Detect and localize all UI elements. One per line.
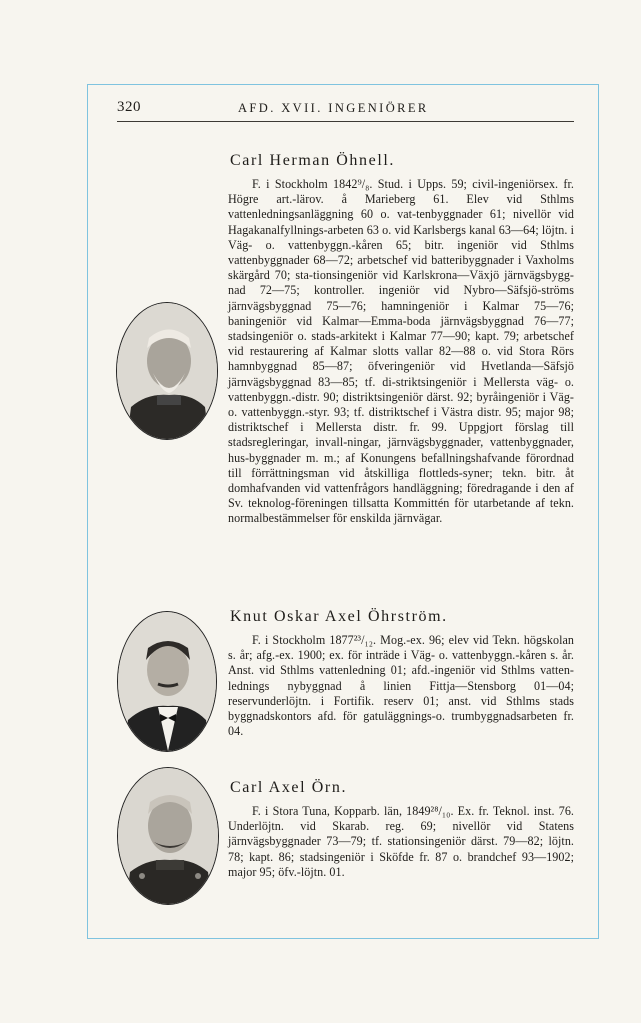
portrait-ohrstrom [117,611,217,752]
entry-name: Carl Herman Öhnell. [230,152,396,169]
portrait-orn [117,767,219,905]
running-head: AFD. XVII. INGENIÖRER [238,101,429,115]
entry-orn [228,779,574,880]
entry-name: Carl Axel Örn. [230,779,348,796]
portrait-ohnell [116,302,218,440]
entry-text: F. i Stockholm 1877²³/₁₂. Mog.-ex. 96; elev vid Tekn. högskolan s. år; afg.-ex. 1900; ex. för inträde i Väg- o. vattenbyggn.-kåren s. år. Anst. vid Sthlms vattenledning 01; afd.-ingeniör vid Sthlms vatten-lednings nybyggnad å linien Fittja—Stensborg 01—04; reservunderlöjtn. i Fortifik. reserv 01; anst. vid Sthlms stads byggnadskontors afd. för gatuläggnings-o. trumbyggnadsarbeten fr. 04. [228,633,574,739]
header-rule [117,121,574,122]
entry-text: F. i Stockholm 1842⁹/₈. Stud. i Upps. 59; civil-ingeniörsex. fr. Högre art.-lärov. å Marieberg 61. Elev vid Sthlms vattenledningsanläggning 60 o. vat-tenbyggnader 61; nivellör vid Hagakanalfyllnings-arbeten 63 o. vid Karlsbergs kanal 63—64; löjtn. i Väg- o. vattenbyggn.-kåren 65; bitr. ingeniör vid Sthlms vattenbyggnader 68—72; arbetschef vid batteribyggnader i Vaxholms skärgård 70; sta-tionsingeniör vid Karlskrona—Växjö järnvägsbygg-nad 72—75; kontroller. ingeniör vid Nybro—Säfsjö-ströms järnvägsbyggnad 75—76; hamningeniör i Kalmar 75—76; baningeniör vid Kalmar—Emma-boda järnvägsbyggnad 76—77; stadsingeniör o. stads-arkitekt i Kalmar 77—90; kapt. 79; arbetschef vid restaurering af Kalmar slotts vallar 82—88 o. vid Stora Rörs hamnbyggnad 85—87; öfveringeniör vid Hvetlanda—Säfsjö järnvägsbyggnad 83—85; tf. di-striktsingeniör i Mellersta väg- o. vattenbyggn.-distr. 90; distriktsingeniör därst. 92; byråingeniör i Väg- o. vattenbyggn.-styr. 93; tf. distriktschef i Västra distr. 95; major 98; distriktschef i Mellersta distr. fr. 99. Uppgjort förslag till stadsregleringar, invall-ningar, järnvägsbyggnader, vattenbyggnader, hus-byggnader m. m.; af Konungens befallningshafvande förordnad till förrättningsman vid åtskilliga flottleds-syner; tekn. bitr. åt domhafvanden vid vattenfrågors handläggning; föredragande i den af Sv. teknolog-föreningen tillsatta Kommittén för utarbetande af tekn. normalbestämmelser för enskilda järnvägar. [228,177,574,526]
entry-name: Knut Oskar Axel Öhrström. [230,608,448,625]
entry-ohrstrom [228,608,574,739]
page-number: 320 [117,99,141,115]
entry-text: F. i Stora Tuna, Kopparb. län, 1849²⁸/₁₀. Ex. fr. Teknol. inst. 76. Underlöjtn. vid Skarab. reg. 69; nivellör vid Statens järnvägsbyggnader 73—79; tf. stationsingeniör därst. 79—82; löjtn. 78; kapt. 86; stadsingeniör i Sköfde fr. 87 o. brandchef 93—1902; major 95; öfv.-löjtn. 01. [228,804,574,879]
entry-ohnell [228,152,574,527]
